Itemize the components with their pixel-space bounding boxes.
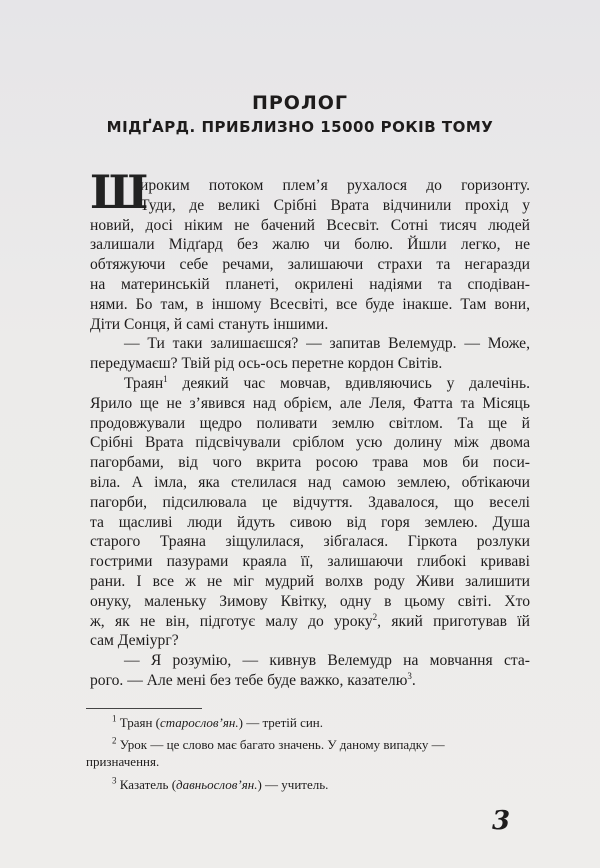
page-number: 3 [492,806,511,836]
footnote-line [112,736,552,753]
text-line [90,631,530,651]
text-run: онуку, маленьку Зимову Квітку, одну в цьому світі. Хто [90,592,530,610]
text-line [90,275,530,295]
text-run: Діти Сонця, й самі стануть іншими. [90,315,329,333]
text-run: Туди, де великі Срібні Врата відчинили прохід у [140,196,530,214]
text-run: — Ти таки залишаєшся? — запитав Велемудр. — Може, [124,335,530,353]
text-run: Срібні Врата підсвічували сріблом усю долину між двома [90,434,530,452]
text-run: продовжували щедро поливати землю світлом. Та ще й [90,414,530,432]
text-line [140,196,530,216]
footnote-ref: 1 [163,373,168,384]
text-run: ироким потоком плем’я рухалося до горизонту. [140,177,530,194]
text-run: ) — третій син. [238,715,323,730]
footnote-ref: 2 [112,735,117,746]
text-run: нями. Бо там, в іншому Всесвіті, все буде інакше. Там вони, [90,295,530,313]
text-run: призначення. [86,754,160,769]
text-run: . [411,672,416,689]
text-run: ж, як не він, підготує малу до уроку [90,612,373,630]
text-line [90,612,530,632]
italic-text: старослов’ян. [159,715,239,730]
text-line [90,295,530,315]
text-line [90,414,530,434]
text-run: — Я розумію, — кивнув Велемудр на мовчання ста- [124,652,530,670]
text-run: деякий час мовчав, вдивляючись у далечінь. [167,375,530,392]
text-line [140,176,530,196]
text-line [90,255,530,275]
footnote-ref: 3 [407,670,412,681]
text-run: пагорбами, від чого вкрита росою трава мов би поси- [90,454,530,472]
text-line [90,315,530,335]
drop-cap: Ш [90,165,149,219]
text-run: залишали Мідґард без жалю чи болю. Йшли легко, не [90,236,530,254]
chapter-subtitle: МІДҐАРД. ПРИБЛИЗНО 15000 РОКІВ ТОМУ [106,118,494,136]
text-run: та щасливі люди йдуть сивою від горя землею. Душа [90,513,530,531]
text-line [90,493,530,513]
text-run: Казатель ( [116,777,177,792]
footnote-ref: 1 [112,713,117,724]
text-line [90,473,530,493]
text-line [124,334,530,354]
text-run: Урок — це слово має багато значень. У даному випадку — [116,737,445,752]
chapter-title: ПРОЛОГ [251,92,349,114]
text-run: новий, досі ніким не бачений Всесвіт. Сотні тисяч людей [90,216,530,234]
text-run: рого. — Але мені без тебе буде важко, казателю [90,672,408,689]
text-run: обтяжуючи себе речами, залишаючи страхи та негаразди [90,256,530,274]
text-run: передумаєш? Твій рід ось-ось перетне кордон Світів. [90,355,443,373]
text-line [90,453,530,473]
text-run: , який приготував їй [377,612,530,630]
text-run: старого Траяна зіщулилася, зібгалася. Гіркота розлуки [90,533,530,551]
text-run: Траян [124,375,164,392]
text-run: віла. А імла, яка стелилася над самою землею, обтікаючи [90,474,530,491]
text-run: сам Деміург? [90,632,179,650]
text-line [124,651,530,671]
text-line [90,552,530,572]
text-run: гострими пазурами краяла її, залишаючи глибокі криваві [90,553,530,571]
text-line [90,592,530,612]
text-line [90,394,530,414]
text-line [90,216,530,236]
footnote-line [86,753,526,770]
text-line [90,354,530,374]
text-line [90,572,530,592]
footnote-divider [86,708,202,709]
footnote-ref: 2 [372,611,378,622]
footnote-line [112,776,552,793]
text-run: Ярило ще не з’явився над обрієм, але Леля, Фатта та Місяць [90,394,530,412]
text-line [90,235,530,255]
italic-text: давньослов’ян. [176,777,258,792]
text-run: пагорби, підсилювала це відчуття. Здавалося, що веселі [90,493,530,511]
text-line [90,433,530,453]
text-line [124,374,530,394]
footnote-line [112,714,552,731]
text-run: на материнській планеті, окрилені надіями та сподіван- [90,276,530,293]
text-run: ) — учитель. [257,777,329,792]
text-run: Траян ( [116,715,160,730]
text-run: рани. І все ж не міг мудрий волхв роду Живи залишити [90,573,530,590]
text-line [90,671,530,691]
text-line [90,513,530,533]
text-line [90,532,530,552]
footnote-ref: 3 [112,775,117,786]
